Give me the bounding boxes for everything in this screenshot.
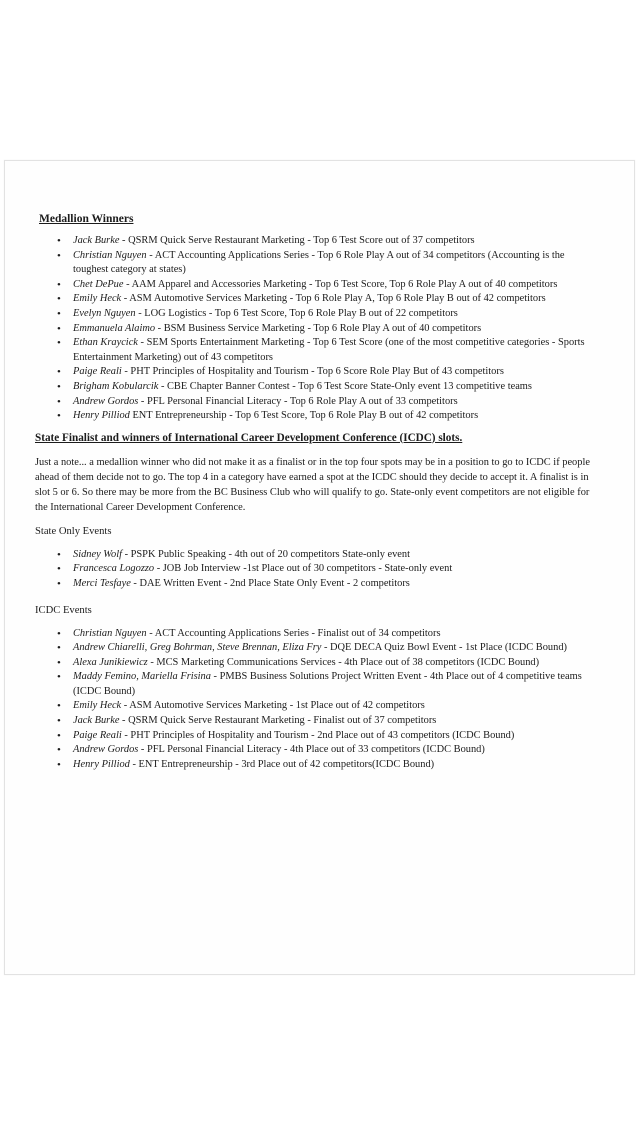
list-item xyxy=(35,758,600,773)
winner-name: Emily Heck xyxy=(73,293,122,305)
winner-name: Sidney Wolf xyxy=(73,548,122,560)
list-item xyxy=(35,292,600,307)
icdc-events-list xyxy=(35,627,600,773)
list-item xyxy=(35,577,600,592)
winner-detail: - ASM Automotive Services Marketing - Top 6 Role Play A, Top 6 Role Play B out of 42 competitors xyxy=(121,293,546,305)
state-only-heading: State Only Events xyxy=(35,525,112,537)
winner-detail: - QSRM Quick Serve Restaurant Marketing - Top 6 Test Score out of 37 competitors xyxy=(119,235,475,246)
winner-name: Jack Burke xyxy=(73,715,120,727)
winner-name: Andrew Chiarelli, Greg Bohrman, Steve Brennan, Eliza Fry xyxy=(73,642,322,654)
winner-name: Emily Heck xyxy=(73,700,122,712)
winner-name: Maddy Femino, Mariella Frisina xyxy=(73,671,211,683)
list-item xyxy=(35,307,600,322)
winner-detail: - DAE Written Event - 2nd Place State Only Event - 2 competitors xyxy=(130,577,410,589)
winner-detail: - JOB Job Interview -1st Place out of 30 competitors - State-only event xyxy=(154,563,453,575)
winner-name: Paige Reali xyxy=(73,366,122,378)
list-item xyxy=(35,548,600,563)
winner-name: Andrew Gordos xyxy=(73,744,139,756)
winner-name: Henry Pilliod xyxy=(73,758,130,770)
winner-detail: - CBE Chapter Banner Contest - Top 6 Test Score State-Only event 13 competitive teams xyxy=(158,380,532,392)
winner-detail: - PHT Principles of Hospitality and Tourism - Top 6 Score Role Play But of 43 competitors xyxy=(121,366,504,378)
document-content xyxy=(35,212,600,772)
list-item xyxy=(35,322,600,337)
list-item xyxy=(35,278,600,293)
winner-name: Jack Burke xyxy=(73,235,120,246)
winner-detail: - BSM Business Service Marketing - Top 6 Role Play A out of 40 competitors xyxy=(155,322,482,334)
winner-detail: - ENT Entrepreneurship - 3rd Place out of 42 competitors(ICDC Bound) xyxy=(129,758,435,770)
list-item xyxy=(35,670,600,699)
list-item xyxy=(35,395,600,410)
winner-detail: ENT Entrepreneurship - Top 6 Test Score, Top 6 Role Play B out of 42 competitors xyxy=(129,410,479,422)
winner-name: Christian Nguyen xyxy=(73,249,147,261)
list-item xyxy=(35,336,600,365)
winner-detail: - PHT Principles of Hospitality and Tourism - 2nd Place out of 43 competitors (ICDC Bound) xyxy=(121,729,515,741)
list-item xyxy=(35,365,600,380)
winner-detail: - DQE DECA Quiz Bowl Event - 1st Place (ICDC Bound) xyxy=(321,642,567,654)
winner-name: Paige Reali xyxy=(73,729,122,741)
medallion-heading: Medallion Winners xyxy=(39,213,134,225)
winner-detail: - LOG Logistics - Top 6 Test Score, Top 6 Role Play B out of 22 competitors xyxy=(135,307,458,319)
list-item xyxy=(35,562,600,577)
winner-name: Brigham Kobularcik xyxy=(73,380,159,392)
icdc-events-heading: ICDC Events xyxy=(35,604,92,616)
winner-detail: - SEM Sports Entertainment Marketing - Top 6 Test Score (one of the most competitive categories - Sports Entertainment Marketing) out of 43 competitors xyxy=(73,337,585,363)
list-item xyxy=(35,714,600,729)
winner-name: Alexa Junikiewicz xyxy=(73,656,148,668)
winner-name: Ethan Kraycick xyxy=(73,337,138,349)
list-item xyxy=(35,234,600,249)
list-item xyxy=(35,641,600,656)
winner-detail: - ACT Accounting Applications Series - Finalist out of 34 competitors xyxy=(146,627,441,639)
winner-name: Merci Tesfaye xyxy=(73,577,131,589)
winner-detail: - PMBS Business Solutions Project Written Event - 4th Place out of 4 competitive teams (ICDC Bound) xyxy=(73,671,582,697)
winner-name: Christian Nguyen xyxy=(73,627,147,639)
winner-name: Emmanuela Alaimo xyxy=(73,322,156,334)
list-item xyxy=(35,380,600,395)
icdc-note: Just a note... a medallion winner who did not make it as a finalist or in the top four spots may be in a position to go to ICDC if people ahead of them decide not to go. The top 4 in a category have earned a spot at the ICDC should they decide to accept it. A finalist is in slot 5 or 6. So there may be more from the BC Business Club who will qualify to go. State-only event competitors are not eligible for the International Career Development Conference. xyxy=(35,456,590,513)
list-item xyxy=(35,627,600,642)
document-page xyxy=(4,160,635,975)
list-item xyxy=(35,743,600,758)
state-only-list xyxy=(35,548,600,592)
winner-detail: - PFL Personal Financial Literacy - 4th Place out of 33 competitors (ICDC Bound) xyxy=(138,744,485,756)
list-item xyxy=(35,656,600,671)
winner-detail: - ACT Accounting Applications Series - Top 6 Role Play A out of 34 competitors (Accounting is the toughest category at states) xyxy=(73,249,565,276)
winner-detail: - AAM Apparel and Accessories Marketing - Top 6 Test Score, Top 6 Role Play A out of 40 competitors xyxy=(123,278,558,290)
winner-name: Evelyn Nguyen xyxy=(73,307,136,319)
winner-detail: - ASM Automotive Services Marketing - 1st Place out of 42 competitors xyxy=(121,700,425,712)
winner-detail: - PFL Personal Financial Literacy - Top 6 Role Play A out of 33 competitors xyxy=(138,395,458,407)
winner-detail: - PSPK Public Speaking - 4th out of 20 competitors State-only event xyxy=(121,548,410,560)
list-item xyxy=(35,249,600,278)
winner-name: Chet DePue xyxy=(73,278,124,290)
winner-name: Andrew Gordos xyxy=(73,395,139,407)
list-item xyxy=(35,409,600,424)
winner-detail: - MCS Marketing Communications Services - 4th Place out of 38 competitors (ICDC Bound) xyxy=(147,656,540,668)
icdc-heading: State Finalist and winners of International Career Development Conference (ICDC) slots. xyxy=(35,431,463,444)
medallion-list xyxy=(35,234,600,424)
winner-name: Francesca Logozzo xyxy=(73,563,155,575)
winner-detail: - QSRM Quick Serve Restaurant Marketing - Finalist out of 37 competitors xyxy=(119,715,437,727)
list-item xyxy=(35,729,600,744)
list-item xyxy=(35,699,600,714)
winner-name: Henry Pilliod xyxy=(73,410,130,422)
